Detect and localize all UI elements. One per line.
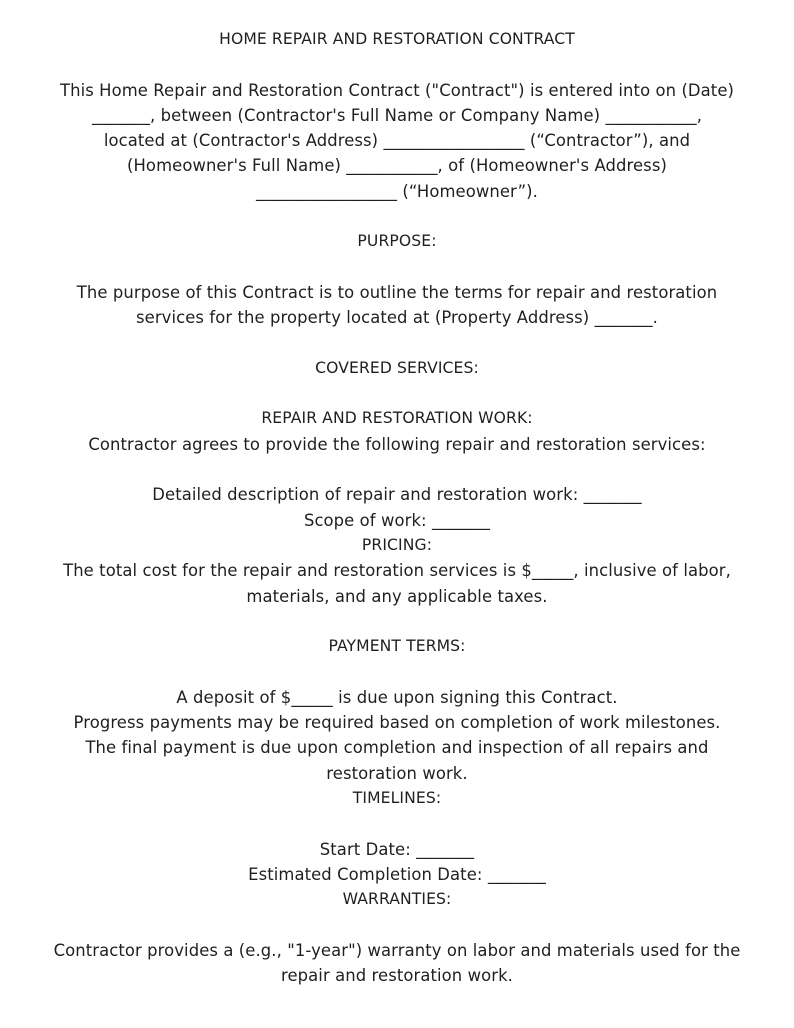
payment-line: restoration work. [326, 763, 468, 783]
intro-line: (Homeowner's Full Name) ___________, of (Homeowner's Address) [127, 156, 667, 176]
intro-line: located at (Contractor's Address) _________________ (“Contractor”), and [103, 131, 691, 151]
spacer [0, 609, 794, 634]
spacer [0, 912, 794, 937]
payment-terms-heading: PAYMENT TERMS: [328, 637, 466, 656]
contract-document [0, 27, 794, 988]
intro-line: _________________ (“Homeowner”). [256, 181, 538, 201]
start-date-line: Start Date: _______ [319, 839, 475, 859]
intro-line: This Home Repair and Restoration Contract ("Contract") is entered into on (Date) [59, 80, 735, 100]
warranties-heading: WARRANTIES: [342, 890, 452, 909]
repair-work-heading: REPAIR AND RESTORATION WORK: [261, 409, 533, 428]
spacer [0, 204, 794, 229]
purpose-line: services for the property located at (Property Address) _______. [136, 308, 658, 328]
purpose-paragraph [0, 280, 794, 331]
intro-line: _______, between (Contractor's Full Name or Company Name) ___________, [91, 105, 703, 125]
contract-title: HOME REPAIR AND RESTORATION CONTRACT [219, 30, 575, 48]
spacer [0, 811, 794, 836]
warranty-line: Contractor provides a (e.g., "1-year") warranty on labor and materials used for the [53, 940, 741, 960]
purpose-line: The purpose of this Contract is to outline the terms for repair and restoration [76, 282, 718, 302]
payment-line: Progress payments may be required based on completion of work milestones. [73, 713, 721, 733]
spacer [0, 52, 794, 77]
purpose-heading: PURPOSE: [357, 232, 437, 251]
intro-paragraph [0, 78, 794, 204]
scope-of-work-line: Scope of work: _______ [303, 510, 491, 530]
repair-work-intro: Contractor agrees to provide the following repair and restoration services: [88, 434, 706, 454]
spacer [0, 381, 794, 406]
pricing-line: The total cost for the repair and restoration services is $_____, inclusive of labor, [63, 561, 731, 581]
spacer [0, 659, 794, 684]
completion-date-line: Estimated Completion Date: _______ [248, 864, 546, 884]
spacer [0, 331, 794, 356]
payment-line: A deposit of $_____ is due upon signing this Contract. [176, 687, 618, 707]
work-description-line: Detailed description of repair and restoration work: _______ [152, 485, 642, 505]
spacer [0, 255, 794, 280]
payment-line: The final payment is due upon completion and inspection of all repairs and [85, 738, 709, 758]
pricing-line: materials, and any applicable taxes. [246, 586, 548, 606]
covered-services-heading: COVERED SERVICES: [315, 358, 479, 377]
timelines-heading: TIMELINES: [352, 788, 442, 807]
spacer [0, 457, 794, 482]
warranty-line: repair and restoration work. [281, 965, 513, 985]
pricing-heading: PRICING: [361, 535, 433, 554]
